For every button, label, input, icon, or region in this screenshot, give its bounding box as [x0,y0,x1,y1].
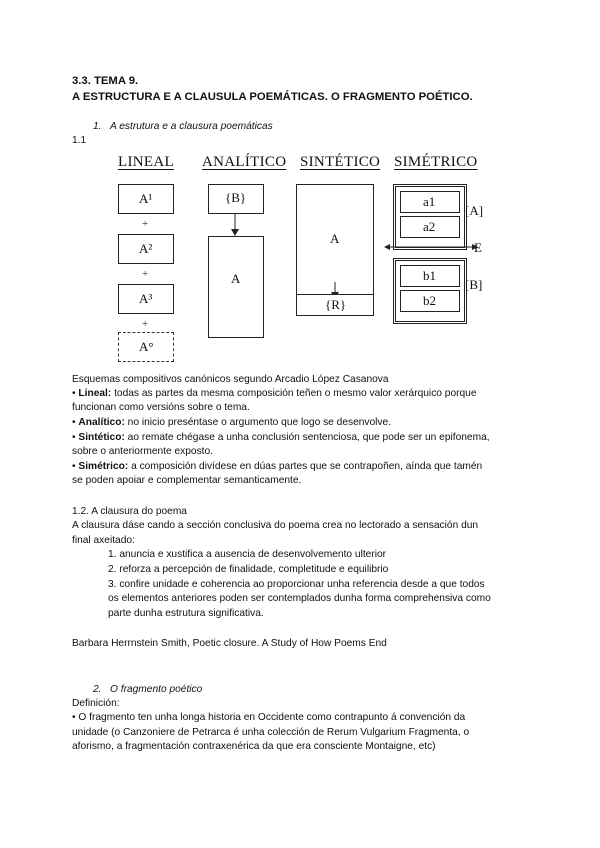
clausura-intro-1: A clausura dáse cando a sección conclusiva do poema crea no lectorado a sensación dun [72,520,479,531]
bullet-mark: • [72,432,76,443]
lineal-box-3-label: A³ [139,291,153,306]
clausura-intro-2: final axeitado: [72,535,135,546]
simetrico-b2-label: b2 [423,293,436,308]
analitico-bottom-box [208,236,264,338]
header-sintetico: SINTÉTICO [300,154,381,170]
bullet-mark: • [72,388,76,399]
analitico-arrow [228,212,242,238]
analitico-top-label: {B} [225,190,247,205]
lineal-box-1 [118,184,174,214]
composition-diagram [110,150,500,375]
bullet-sintetico [72,431,490,446]
subsection-2-heading [93,683,202,698]
subsection-2-title: O fragmento poético [110,684,203,695]
simetrico-b1-label: b1 [423,268,436,283]
analitico-top-box [208,184,264,214]
plus-3: + [142,318,149,330]
bullet-simetrico-cont: se poden apoiar e complementar semanticamente. [72,475,302,486]
fragment-line-1: • O fragmento ten unha longa historia en Occidente como contrapunto á convención da [72,712,466,723]
fragment-line-3: aforismo, a fragmentación contraxenérica da que era consciente Montaigne, etc) [72,741,436,752]
plus-2: + [142,268,149,280]
analitico-bottom-label: A [231,271,241,286]
section-number: 3.3. TEMA 9. [72,75,139,87]
lineal-box-4-label: A° [139,339,154,354]
header-simetrico: SIMÉTRICO [394,154,478,170]
clausura-item-3-cont-1: os elementos anteriores poden ser contemplados dunha forma comprehensiva como [108,593,491,604]
simetrico-a2-box [400,216,460,238]
lineal-box-2 [118,234,174,264]
clausura-item-3-cont-2: parte dunha estrutura significativa. [108,608,264,619]
bullet-text: no inicio preséntase o argumento que logo se desenvolve. [124,417,392,428]
subsection-2-number: 2. [93,684,102,695]
subsection-1-1-marker: 1.1 [72,135,87,146]
bullet-text: a composición divídese en dúas partes que se contrapoñen, aínda que tamén [128,461,483,472]
bullet-sintetico-cont: sobre o anteriormente exposto. [72,446,214,457]
bullet-term: Simétrico: [78,461,129,472]
simetrico-label-b: [B] [465,277,483,292]
subsection-1-title: A estrutura e a clausura poemáticas [110,121,273,132]
bullet-simetrico [72,460,482,475]
simetrico-b2-box [400,290,460,312]
lineal-box-4 [118,332,174,362]
section-title: A ESTRUCTURA E A CLAUSULA POEMÁTICAS. O FRAGMENTO POÉTICO. [72,91,473,103]
simetrico-axis-arrow [382,240,482,254]
bullet-text: ao remate chégase a unha conclusión sentenciosa, que pode ser un epifonema, [124,432,490,443]
bullet-term: Lineal: [78,388,112,399]
citation: Barbara Herrnstein Smith, Poetic closure. A Study of How Poems End [72,638,387,649]
subsection-1-2-title: 1.2. A clausura do poema [72,506,187,517]
sintetico-top-label: A [330,231,340,246]
plus-1: + [142,218,149,230]
subsection-1-heading [93,120,273,135]
bullet-term: Sintético: [78,432,125,443]
definition-label: Definición: [72,698,120,709]
simetrico-b1-box [400,265,460,287]
fragment-line-2: unidade (o Canzoniere de Petrarca é unha colección de Rerum Vulgarium Fragmenta, o [72,727,470,738]
bullet-term: Analítico: [78,417,125,428]
clausura-item-3: 3. confire unidade e coherencia ao proporcionar unha referencia desde a que todos [108,579,485,590]
lineal-box-3 [118,284,174,314]
simetrico-a1-box [400,191,460,213]
diagram-caption: Esquemas compositivos canónicos segundo Arcadio López Casanova [72,374,389,385]
sintetico-bottom-box [296,294,374,316]
simetrico-group-b [393,258,467,324]
simetrico-a2-label: a2 [423,219,436,234]
bullet-analitico [72,416,391,431]
clausura-item-2: 2. reforza a percepción de finalidade, completitude e equilibrio [108,564,389,575]
simetrico-axis-label: E [474,240,482,255]
subsection-1-number: 1. [93,121,102,132]
clausura-item-1: 1. anuncia e xustifica a ausencia de desenvolvemento ulterior [108,549,387,560]
bullet-text: todas as partes da mesma composición teñen o mesmo valor xerárquico porque [111,388,477,399]
lineal-box-2-label: A² [139,241,153,256]
simetrico-a1-label: a1 [423,194,436,209]
bullet-mark: • [72,461,76,472]
sintetico-bottom-label: {R} [325,297,347,312]
lineal-box-1-label: A¹ [139,191,153,206]
header-analitico: ANALÍTICO [202,154,287,170]
bullet-mark: • [72,417,76,428]
bullet-lineal [72,387,477,402]
header-lineal: LINEAL [118,154,174,170]
bullet-lineal-cont: funcionan como versións sobre o tema. [72,402,250,413]
simetrico-label-a: [A] [465,203,484,218]
